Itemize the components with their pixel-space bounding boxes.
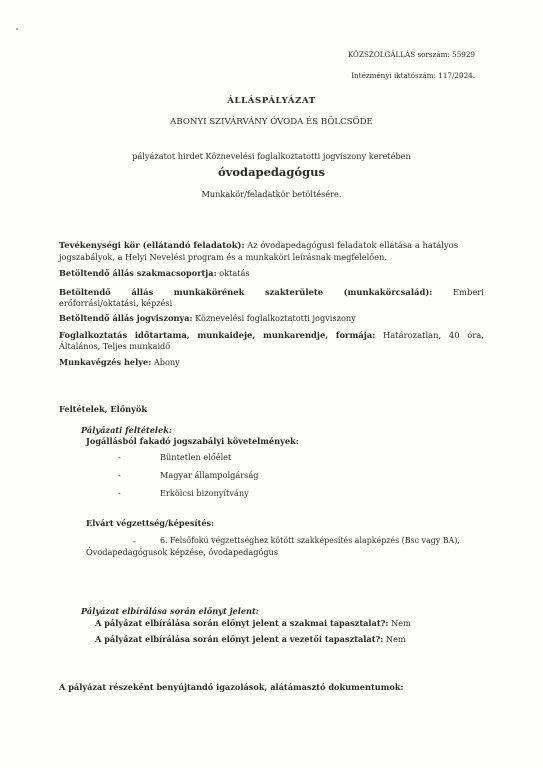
education-title: Elvárt végzettség/képesítés:: [86, 518, 215, 528]
advantage-q2-label: A pályázat elbírálása során előnyt jelent a vezetői tapasztalat?:: [95, 634, 384, 644]
area-label-4: szakterülete: [264, 287, 324, 297]
advantages-title: Pályázat elbírálása során előnyt jelent:: [81, 606, 259, 616]
condition-item: Magyar állampolgárság: [160, 470, 259, 480]
documents-title: A pályázat részeként benyújtandó igazolások, alátámasztó dokumentumok:: [59, 682, 404, 692]
area-line-1: [59, 287, 484, 297]
institution-name: ABONYI SZIVÁRVÁNY ÓVODA ÉS BÖLCSŐDE: [170, 117, 373, 127]
employment-value-3: óra,: [467, 330, 484, 340]
employment-label-1: Foglalkoztatás: [59, 330, 128, 340]
place-value: Abony: [153, 357, 180, 367]
place-label: Munkavégzés helye:: [59, 357, 152, 367]
intro-line: pályázatot hirdet Köznevelési foglalkoztatotti jogviszony keretében: [132, 151, 411, 161]
advantage-q1-value: Nem: [391, 618, 411, 628]
education-line-2: Óvodapedagógusok képzése, óvodapedagógus: [86, 547, 279, 557]
advantage-row-2: [95, 634, 406, 644]
condition-item: Erkölcsi bizonyítvány: [160, 488, 249, 498]
bullet-marker: -: [118, 488, 121, 498]
institution-ref: Intézményi iktatószám: 117/2024.: [351, 71, 475, 80]
area-value-1: Emberi: [452, 287, 484, 297]
area-label-3: munkakörének: [173, 287, 245, 297]
group-value: oktatás: [219, 268, 250, 278]
ref-number: KÖZSZOLGÁLLÁS sorszám: 55929: [347, 50, 475, 59]
employment-label-5: formája:: [335, 330, 376, 340]
advantage-row-1: [95, 618, 411, 628]
bullet-marker: -: [133, 536, 136, 546]
employment-label-4: munkarendje,: [262, 330, 329, 340]
scan-speck: [16, 28, 18, 30]
area-value-2: erőforrási/oktatási, képzési: [59, 298, 173, 308]
group-row: [59, 268, 250, 278]
advantage-q2-value: Nem: [385, 634, 406, 644]
legal-row: [59, 313, 356, 323]
legal-label: Betöltendő állás jogviszonya:: [59, 313, 193, 323]
area-label-5: (munkakörcsalád):: [343, 287, 433, 297]
bullet-marker: -: [118, 470, 121, 480]
employment-value-2: 40: [448, 330, 460, 340]
legal-requirements-title: Jogállásból fakadó jogszabályi követelmények:: [86, 436, 299, 446]
advantage-q1-label: A pályázat elbírálása során előnyt jelent a szakmai tapasztalat?:: [95, 618, 389, 628]
group-label: Betöltendő állás szakmacsoportja:: [59, 268, 217, 278]
employment-value-1: Határozatlan,: [382, 330, 442, 340]
employment-label-2: időtartama,: [134, 330, 190, 340]
legal-value: Köznevelési foglalkoztatotti jogviszony: [195, 313, 356, 323]
tasks-label: Tevékenységi kör (ellátandó feladatok):: [59, 240, 245, 250]
tasks-text-1: Az óvodapedagógusi feladatok ellátása a hatályos: [247, 240, 458, 250]
tasks-line-1: [59, 240, 484, 250]
employment-line-1: [59, 330, 484, 340]
conditions-subtitle: Pályázati feltételek:: [81, 425, 172, 435]
employment-value-4: Általános, Teljes munkaidő: [59, 341, 171, 351]
place-row: [59, 357, 180, 367]
conditions-title: Feltételek, Előnyök: [59, 404, 148, 414]
education-line-1: 6. Felsőfokú végzettséghez kötött szakképesítés alapképzés (Bsc vagy BA),: [160, 536, 460, 545]
bullet-marker: -: [118, 452, 121, 462]
position-title: óvodapedagógus: [218, 165, 325, 179]
tasks-text-2: jogszabályok, a Helyi Nevelési program és a munkaköri leírásnak megfelelően.: [59, 252, 387, 262]
doc-heading: ÁLLÁSPÁLYÁZAT: [227, 96, 316, 106]
employment-label-3: munkaideje,: [197, 330, 256, 340]
condition-item: Büntetlen előélet: [160, 452, 232, 462]
area-label-1: Betöltendő: [59, 287, 111, 297]
area-label-2: állás: [131, 287, 154, 297]
position-subline: Munkakör/feladatkör betöltésére.: [201, 189, 342, 199]
